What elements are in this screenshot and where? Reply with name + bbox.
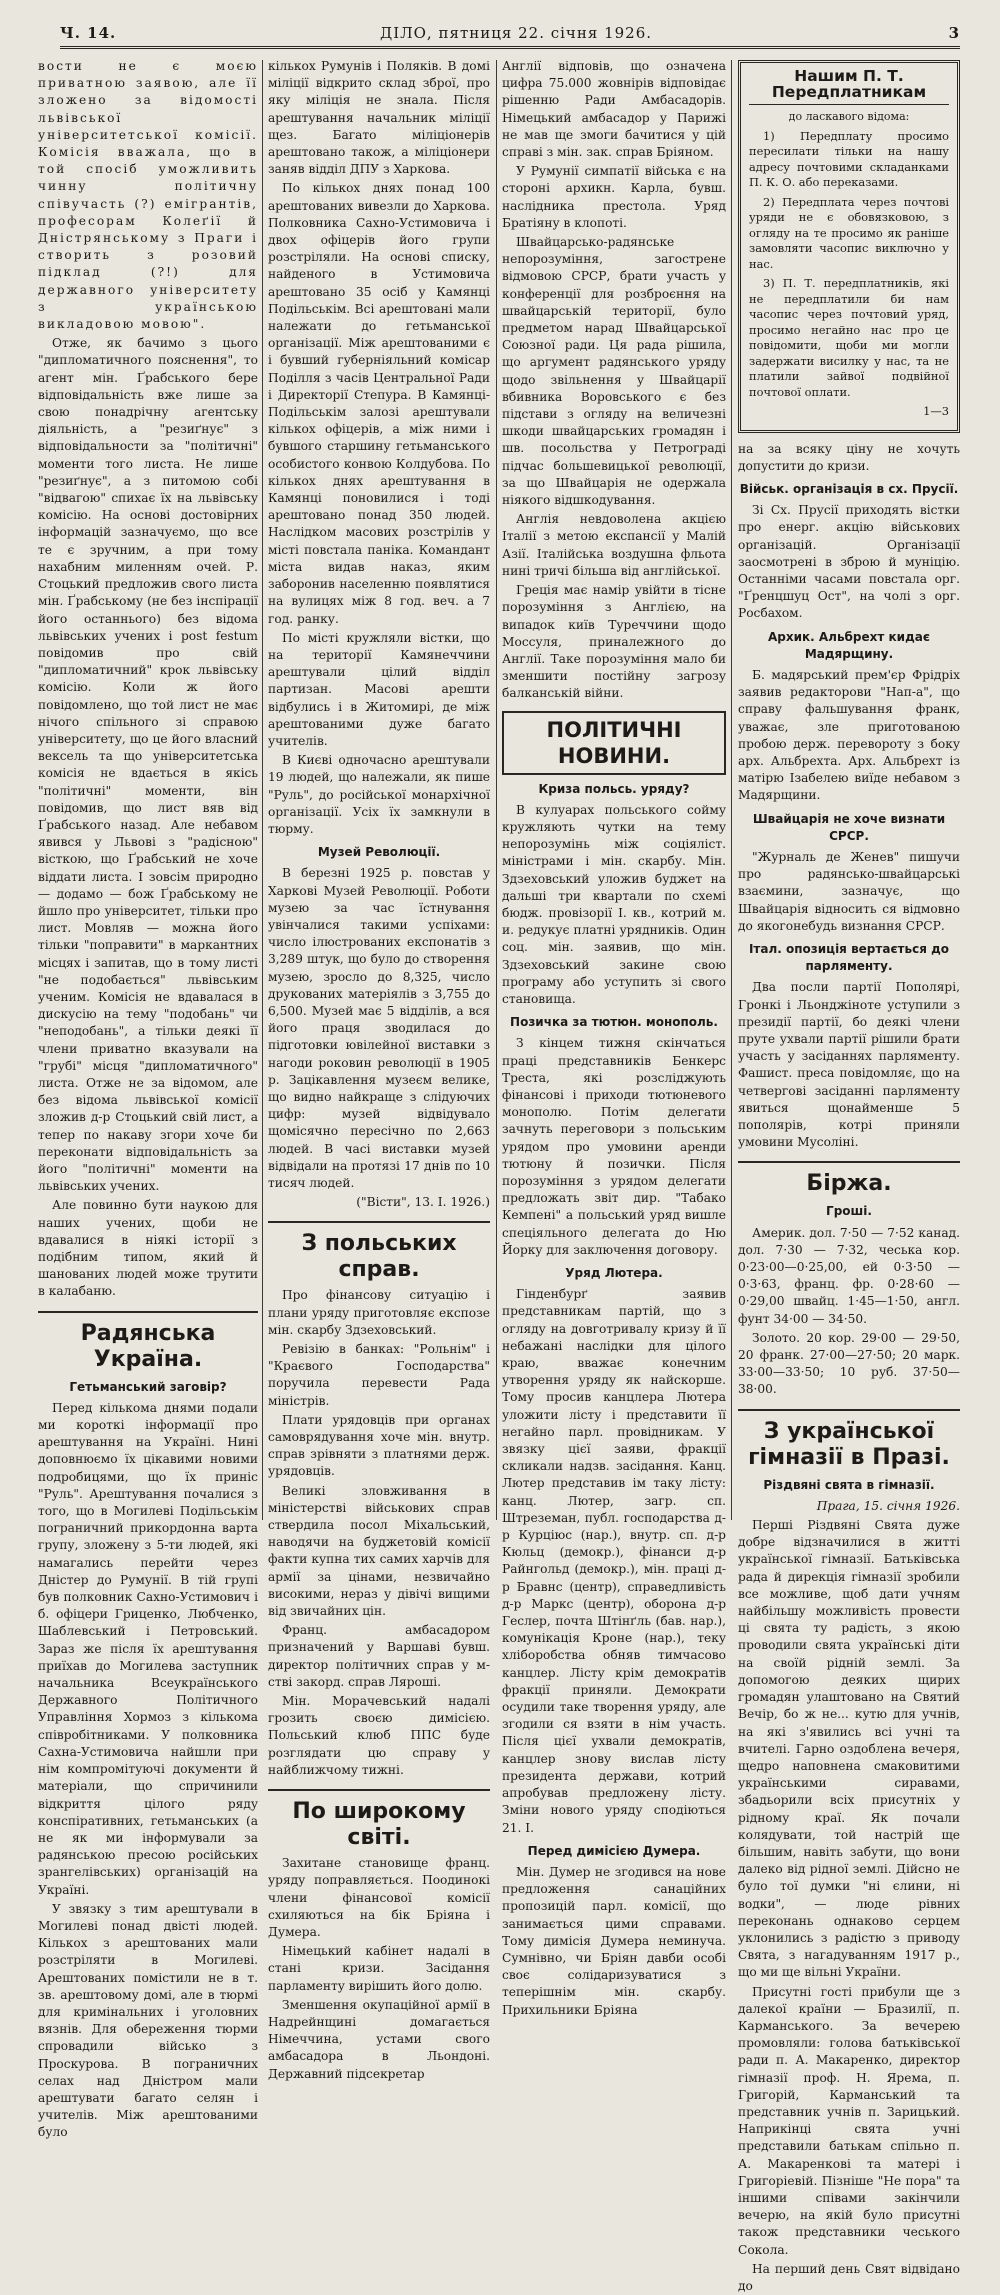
- article-source: ("Вісти", 13. І. 1926.): [356, 1195, 490, 1210]
- column-3: [502, 58, 726, 2017]
- article-paragraph: У звязку з тим арештували в Могилеві понад двісті людей. Кількох з арештованих мали розстріляти в Могилеві. Арештованих помістили не в т. зв. арештовому домі, але в тюрмі для кримінальних і уголовних вязнів. Для обереження тюрми спровадили військо з Проскурова. В пограничних селах над Дністром мали арештувати багато селян і учителів. Між арештованими було: [38, 1901, 258, 2140]
- news-item: Німецький кабінет надалі в стані кризи. Засідання парламенту вирішить його долю.: [268, 1944, 490, 1993]
- news-item: Великі зловживання в міністерстві військових справ ствердила посол Міхальський, наводячи на буджетовій комісії факти купна тих самих харчів для армії за цінами, незвичайно високими, нераз у дівічі вищими від звичайних цін.: [268, 1483, 490, 1619]
- news-item: Ревізію в банках: "Рольнім" і "Краєвого Господарства" поручила перевести Рада міністрів.: [268, 1342, 490, 1408]
- article-paragraph: По місті кружляли вістки, що на території Камянеччини арештували цілий відділ партизан. Масові арешти відбулись і в Житомирі, де між арештованими дуже багато учителів.: [268, 630, 490, 748]
- article-subtitle: Архик. Альбрехт кидає Мадярщину.: [767, 629, 930, 661]
- article-paragraph: Гінденбурґ заявив представникам партій, що з огляду на довготривалу кризу й її небажані наслідки для цілого краю, вважає конечним утворення уряду як найскорше. Тому просив канцлера Лютера уложити лісту і представити її негайно парл. провідникам. У звязку цієї заяви, фракції скликали надзв. засідання. Канц. Лютер представив ім таку лісту: канц. Лютер, загр. сп. Штреземан, публ. господарства д-р Курціюс (нар.), внутр. сп. д-р Кюльц (демокр.), фінанси д-р Райнгольд (демокр.), мін. праці д-р Бравнс (центр), справедливість д-р Маркс (центр), оборона д-р Геслер, почта Штінґль (бав. нар.), комунікація Кроне (нар.), теку хліборобства обняв тимчасово канцлер. Лісту крім демократів фракції приняли. Демократи осудили таке творення уряду, але згодили ся взяти в нім участь. Після цієї ухвали демократів, канцлер знову вислав лісту президента держави, котрий апробував предложену лісту. Зміни нового уряду сподіються 21. І.: [502, 1287, 726, 1835]
- news-item: Плати урядовців при органах самоврядування хоче мін. внутр. справ зрівняти з платнями держ. урядовців.: [268, 1412, 490, 1479]
- article-subtitle: Італ. опозиція вертається до парляменту.: [748, 941, 950, 974]
- article-subtitle: Гетьманський заговір?: [69, 1379, 227, 1394]
- page-number: 3: [948, 24, 960, 42]
- masthead: [60, 22, 960, 49]
- news-item: У Румунії симпатії війська є на стороні архикн. Карла, бувш. наслідника престола. Уряд Братіяну в клопоті.: [502, 164, 726, 230]
- news-item: Швайцарсько-радянське непорозуміння, загострене відмовою СРСР, брати участь у конференції для розброєння на швайцарській території, було предметом нарад Швайцарської Союзної ради. Ця рада рішила, що аргумент радянського уряду щодо звільнення у Швайцарії вбивника Воровського є без підстави з огляду на величезні шкоди швайцарських громадян і шв. посольства у Петрограді підчас большевицької революції, за що Швайцарія не одержала ніякого відшкодування.: [502, 235, 726, 508]
- article-paragraph: Але повинно бути наукою для наших учених, щоби не вдавалися в ніякі історії з подібним типом, який й шанованих людей може трутити в калабаню.: [38, 1198, 258, 1299]
- notice-item: 3) П. Т. передплатників, які не передплатили би нам часопис через почтовий уряд, просимо негайно нас про це повідомити, щоби ми могли задержати висилку у нас, та не платили зайвої подвійної почтової оплати.: [749, 276, 949, 399]
- section-title-wide-world: По широкому світі.: [268, 1789, 490, 1851]
- article-subtitle: Швайцарія не хоче визнати СРСР.: [752, 811, 946, 843]
- article-subtitle: Музей Революції.: [317, 845, 441, 860]
- article-paragraph: на за всяку ціну не хочуть допустити до кризи.: [738, 441, 960, 473]
- column-1: [38, 58, 258, 2140]
- article-paragraph: Перед кількома днями подали ми короткі інформації про арештування на Україні. Нині доповнюємо їх цікавими новими подробицями, що їх приніс "Руль". Арештування почалися з того, що в Могилеві Подільськім пограничний прикордонна варта групу, зложену з 5-ти людей, які намагались перейти через Дністер до Румунії. В тій групі був полковник Сахно-Устимович і б. офіцери Гриценко, Любченко, Шаблевський і Петровський. Зараз же після їх арештування приїхав до Могилева заступник начальника Всеукраїнського Державного Політичного Управління Хормоз з кількома співробітниками. У полковника Сахна-Устимовича найшли при нім компромітуючі документи й матеріали, що спричинили відкриття цілого ряду конспіративних, гетьманських (а не як ми інформували за радянською пресою російських зрангелівських) організацій на Україні.: [38, 1400, 258, 1897]
- issue-number: Ч. 14.: [60, 24, 117, 42]
- notice-title: Нашим П. Т. Передплатникам: [749, 69, 949, 105]
- section-title-polish-affairs: З польських справ.: [268, 1221, 490, 1283]
- article-subtitle: Військ. організація в сх. Прусії.: [739, 481, 959, 496]
- article-paragraph: кількох Румунів і Поляків. В домі міліції відкрито склад зброї, про яку міліція не знала. Після арештування начальник міліції щез. Багато міліціонерів арештовано також, а міліціонери заняв відділ ДПУ з Харкова.: [268, 59, 490, 177]
- exchange-rates: Золото. 20 кор. 29·00 — 29·50, 20 франк. 27·00—27·50; 20 марк. 33·00—33·50; 10 руб. 37·50—38·00.: [738, 1330, 960, 1397]
- article-paragraph: Мін. Думер не згодився на нове предложення санаційних пропозицій парл. комісії, що занимається цими справами. Тому димісія Думера неминуча. Сумнівно, чи Бріян давби особі своє солідаризуватися з теперішнім мін. скарбу. Прихильники Бріяна: [502, 1864, 726, 2017]
- section-title-gymnasium-prague: З української гімназії в Празі.: [738, 1409, 960, 1471]
- article-paragraph: Отже, як бачимо з цього "дипломатичного пояснення", то агент мін. Ґрабського бере відповідальність вже лише за свою понадрічну агентську діяльність, а "резиґнує" з відповідальности за "політичні" моменти того листа. Не лише "резиґнує", а з питомою собі "відвагою" спихає їх на львівську комісію. На основі достовірних інформацій зазначуємо, що все те є зручним, а при тому нахабним миленням очей. Р. Стоцький предложив свого листа мін. Ґрабському (не без інспірації його останнього) без відома львівських учених і post festum повідомив про свій "дипломатичний" крок львівську комісію. Коли ж його повідомлено, що той лист не має нічого спільного зі справою університету, що це його власний вексель та що університетська комісія не вдається в якісь "політичні" моменти, він повідомив, що лист вяв від Ґрабського назад. Але небавом явився у Львові з "радісною" вісткою, що Ґрабський не хоче віддати листа. І зовсім природно — додамо — бож Ґрабському не йшло про університет, тільки про лист. Мовляв — можна його тільки "поправити" в маркантних місцях і запитав, що в тому листі "не подобається" львівським ученим. Комісія не вдавалася в дискусію на тему "подобань" чи "неподобань", а тільки деякі її члени приватно вказували на "грубі" місця "дипломатичного" листа. Отже не за відомом, але без відома львівської комісії зложив д-р Стоцький свій лист, а тепер по накаву згори хоче би переконати відповідальність за його "політичні" моменти на львівських учених.: [38, 336, 258, 1194]
- article-paragraph: На перший день Свят відвідано до: [738, 2261, 960, 2293]
- article-paragraph: Англії відповів, що означена цифра 75.000 жовнірів відповідає рішенню Ради Амбасадорів. Німецький амбасадор у Парижі не мав ще змоги бачитися у цій справі з мін. зак. справ Бріяном.: [502, 59, 726, 160]
- news-item: Захитане становище франц. уряду поправляється. Поодинокі члени фінансової комісії схиляються на бік Бріяна і Думера.: [268, 1856, 490, 1939]
- article-paragraph: По кількох днях понад 100 арештованих вивезли до Харкова. Полковника Сахно-Устимовича і двох офіцерів його групи розстріляли. На основі списку, найденого в Устимовича арештовано 35 осіб у Камянці Подільськім. Всі арештовані мали належати до гетьманської організації. Між арештованими є і бувший губерніяльний комісар Поділля з часів Центральної Ради і Директорії Степура. В Камянці-Подільськім залозі арештували кількох офіцерів, а між ними і бувшого старшину гетьманського особистого конвою Колдубова. По кількох днях арештування в Камянці поновилися і тоді арештовано понад 350 людей. Наслідком масових розстрілів у місті повстала паніка. Командант міста видав наказ, яким заборонив населенню появлятися на вулицях між 8 год. веч. а 7 год. ранку.: [268, 181, 490, 626]
- news-item: Про фінансову ситуацію і плани уряду приготовляє експозе мін. скарбу Здзеховський.: [268, 1288, 490, 1337]
- section-title-exchange: Біржа.: [738, 1161, 960, 1197]
- column-2: [268, 58, 490, 2081]
- article-subtitle: Перед димісією Думера.: [527, 1843, 701, 1858]
- column-rule: [496, 60, 497, 1520]
- notice-footer: 1—3: [923, 404, 949, 418]
- news-item: Греція має намір увійти в тісне порозуміння з Англією, на випадок київ Туреччини щодо Моссуля, приналежного до Англії. Таке порозуміння мало би зменшити постійну загрозу балканській війни.: [502, 583, 726, 701]
- article-paragraph: Два посли партії Пополярі, Гронкі і Льонджіноте уступили з президії партії, бо деякі члени пруте ухвали партії рішили брати участь у засіданнях парляменту. Фашист. преса повідомляє, що на четвергові засіданні парляменту явиться щонайменше 5 пополярів, котрі приняли умовини Мусоліні.: [738, 980, 960, 1150]
- section-title-political-news: ПОЛІТИЧНІ НОВИНИ.: [502, 711, 726, 775]
- column-4: [738, 58, 960, 2293]
- news-item: Франц. амбасадором призначений у Варшаві бувш. директор політичних справ у м-стві закорд. справ Ляроші.: [268, 1623, 490, 1689]
- article-subtitle: Гроші.: [826, 1204, 872, 1219]
- article-subtitle: Різдвяні свята в гімназії.: [763, 1477, 935, 1492]
- article-paragraph: В кулуарах польського сойму кружляють чутки на тему непорозумінь між соціяліст. міністрами і мін. скарбу. Мін. Здзеховський уложив буджет на дальші три квартали по схемі бюдж. провізорії І. кв., котрий м. и. редукує платні урядників. Один соц. мін. заявив, що мін. Здзеховський закине свою програму або уступить зі свого становища.: [502, 802, 726, 1006]
- notice-item: 2) Передплата через почтові уряди не є обовязковою, з огляду на те просимо як раніше замовляти часопис виключно у нас.: [749, 194, 949, 271]
- notice-subtitle: до ласкавого відома:: [788, 110, 910, 123]
- news-item: Англія невдоволена акцією Італії з метою експансії у Малій Азії. Італійська воздушна фльота нині тричі більша від англійської.: [502, 512, 726, 578]
- article-subtitle: Позичка за тютюн. монополь.: [510, 1015, 718, 1030]
- article-paragraph: вости не є моєю приватною заявою, але її зложено за відомості львівської університетської комісії. Комісія вважала, що в той спосіб уможливить чинну політичну співучасть (?) емігрантів, професорам Колеґії й Дністрянському з Праги і створить з розовий підклад (?!) для державного університету з українською викладовою мовою".: [38, 59, 258, 332]
- article-paragraph: В березні 1925 р. повстав у Харкові Музей Революції. Роботи музею за час їстнування увінчалися такими успіхами: число ілюстрованих експонатів з 3,289 штук, що було до створення музею, зросло до 8,325, число друкованих матеріялів з 3,755 до 6,500. Музей має 5 відділів, а вся його праця зводилася до підготовки ювілейної виставки з нагоди роковин революції в 1905 р. Зацікавлення музеєм велике, що видно найкраще з слідуючих цифр: музей відвідувало щомісячно пересічно по 2,663 людей. В часі виставки музей відвідали на протязі 17 днів по 10 тисяч людей.: [268, 866, 490, 1190]
- article-paragraph: Присутні гості прибули ще з далекої країни — Бразилії, п. Карманського. За вечерею промовляли: голова батьківської ради п. А. Макаренко, директор гімназії проф. Н. Ярема, п. Григорій, Карманський та представник учнів п. Зарицький. Наприкінці свята учні представили батькам спільно п. А. Макаренкові та матері і Григоріевій. Пізніше "Не пора" та іншими співами закінчили вечерю, на якій було присутні також представники чеського Сокола.: [738, 1984, 960, 2257]
- masthead-title-date: [380, 24, 652, 42]
- article-paragraph: "Журналь де Женев" пишучи про радянсько-швайцарські взаємини, зазначує, що Швайцарія відносить ся відмовно до якогонебудь визнання СРСР.: [738, 849, 960, 933]
- subscriber-notice-box: [738, 60, 960, 433]
- article-paragraph: Перші Різдвяні Свята дуже добре відзначилися в житті української гімназії. Батьківська рада й дирекція гімназії зробили все можливе, щоб дати учням найбільшу можливість провести ці свята ту радість, з якою проводили свята українські діти на своїй рідній землі. За допомогою деяких щирих громадян улаштовано на Святий Вечір, бо ж не... кутю для учнів, на які з'явились всі учні та вчителі. Гарно оздоблена вечеря, щедро наповнена смаковитими українськими сиравами, збадьорили всіх присутніх у рідному краї. Як почали колядувати, той настрій ще більшим, навіть забути, що вони далеко від рідної землі. Дійсно не було тої думки "ні єлини, ні водки", — люде рівних переконань однаково серцем уклонились з радістю з приводу Свята, з нагадуванням 1917 р., що ми ще вільні України.: [738, 1518, 960, 1980]
- column-rule: [731, 60, 732, 1520]
- news-item: Мін. Морачевський надалі грозить своєю димісією. Польський клюб ППС буде розглядати цю справу у найближчому тижні.: [268, 1694, 490, 1777]
- exchange-rates: Америк. дол. 7·50 — 7·52 канад. дол. 7·30 — 7·32, чеська кор. 0·23·00—0·25,00, ей 0·3·50 — 0·3·63, франц. фр. 0·28·60 — 0·29,00 швайц. 1·45—1·50, англ. фунт 34·00 — 34·50.: [738, 1225, 960, 1326]
- news-item: Зменшення окупаційної армії в Надрейнщині домагається Німеччина, устами свого амбасадора в Льондоні. Державний підсекретар: [268, 1997, 490, 2081]
- column-rule: [262, 60, 263, 1520]
- article-subtitle: Криза польсь. уряду?: [538, 781, 690, 796]
- newspaper-title: ДІЛО,: [380, 24, 433, 42]
- issue-date: пятниця 22. січня 1926.: [438, 24, 653, 42]
- article-paragraph: В Києві одночасно арештували 19 людей, що належали, як пише "Руль", до російської монархічної організації. Усіх їх замкнули в тюрму.: [268, 753, 490, 836]
- section-title-soviet-ukraine: Радянська Україна.: [38, 1311, 258, 1373]
- article-paragraph: Зі Сх. Прусії приходять вістки про енерг. акцію військових організацій. Організації заосмотрені в зброю й муніцію. Останніми часами повстала орг. "Ґренцшуц Ост", на чолі з орг. Росбахом.: [738, 503, 960, 621]
- dateline: Прага, 15. січня 1926.: [816, 1498, 960, 1513]
- article-subtitle: Уряд Лютера.: [565, 1266, 663, 1280]
- article-paragraph: Б. мадярський прем'єр Фрідріх заявив редакторови "Нап-а", що справу фальшування франк, уважає, зле приготованою пробою держ. перевороту з боку арх. Альбрехта. Арх. Альбрехт із матірю Ізабелею виїде небавом з Мадярщини.: [738, 667, 960, 803]
- article-paragraph: З кінцем тижня скінчаться праці представників Бенкерс Треста, які розсліджують фінансові і приходи тютюневого монополю. Потім делегати зачнуть переговори з польським урядом про умовини аренди тютюну й позички. Після порозуміння з урядом делегати предложать звіт дир. "Табако Кемпені" а польський уряд вишле спеціяльного делегата до Ню Йорку для заключення договору.: [502, 1036, 726, 1257]
- notice-item: 1) Передплату просимо пересилати тільки на нашу адресу почтовими складанками П. К. О. або переказами.: [749, 128, 949, 189]
